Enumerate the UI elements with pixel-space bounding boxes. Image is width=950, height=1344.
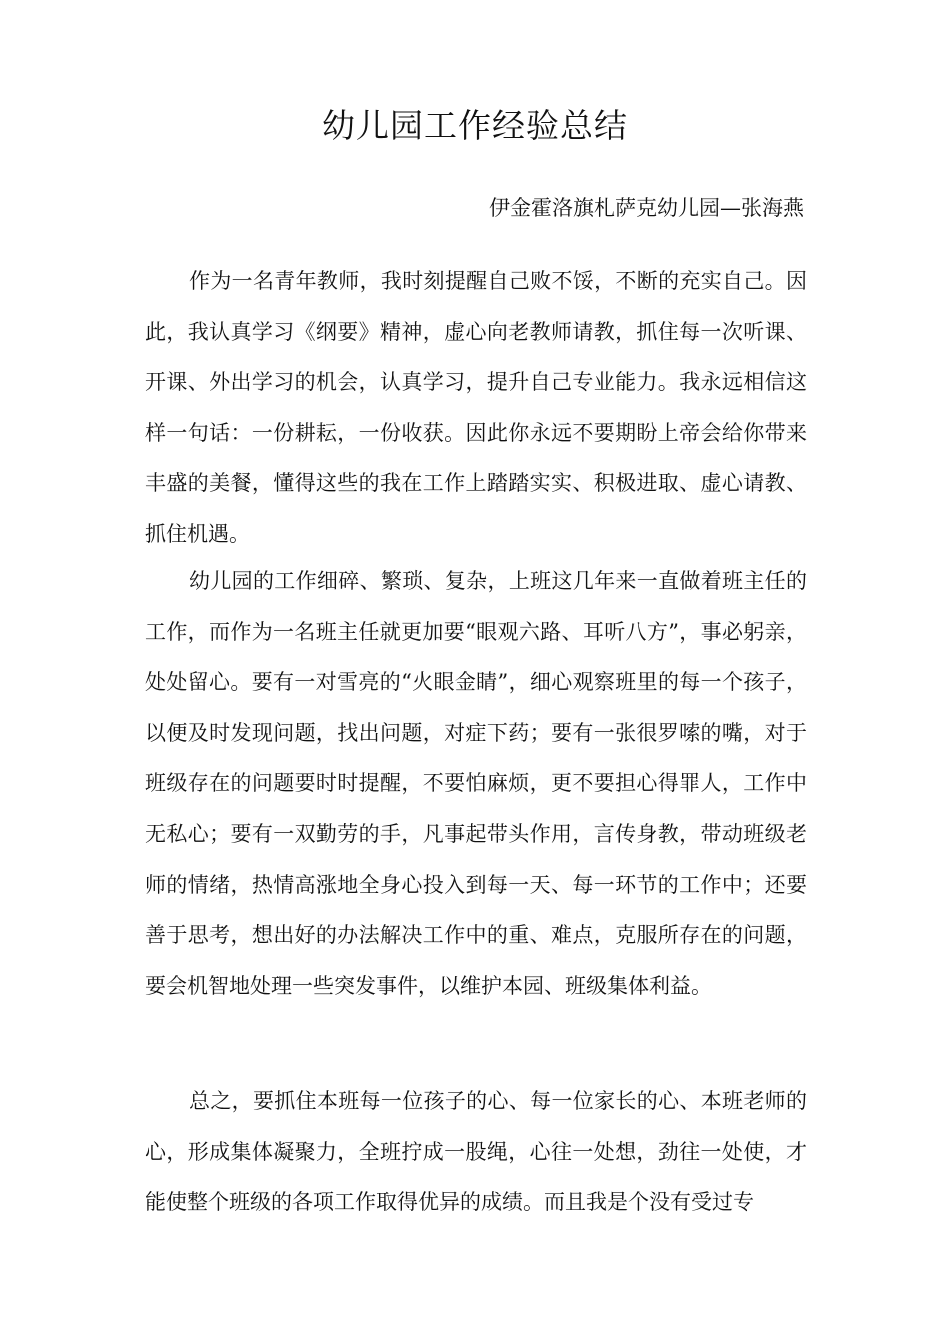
paragraph-1: 作为一名青年教师，我时刻提醒自己败不馁，不断的充实自己。因此，我认真学习《纲要》精神，虚心向老教师请教，抓住每一次听课、开课、外出学习的机会，认真学习，提升自己专业能力。我永远相信这样一句话：一份耕耘，一份收获。因此你永远不要期盼上帝会给你带来丰盛的美餐，懂得这些的我在工作上踏踏实实、积极进取、虚心请教、抓住机遇。 [145,269,807,546]
paragraph-3: 总之，要抓住本班每一位孩子的心、每一位家长的心、本班老师的心，形成集体凝聚力，全班拧成一股绳，心往一处想，劲往一处使，才能使整个班级的各项工作取得优异的成绩。而且我是个没有受过专 [145,1089,807,1215]
document-title: 幼儿园工作经验总结 [322,106,628,145]
paragraph-2: 幼儿园的工作细碎、繁琐、复杂，上班这几年来一直做着班主任的工作，而作为一名班主任就更加要“眼观六路、耳听八方”，事必躬亲，处处留心。要有一对雪亮的“火眼金睛”，细心观察班里的每一个孩子，以便及时发现问题，找出问题，对症下药；要有一张很罗嗦的嘴，对于班级存在的问题要时时提醒，不要怕麻烦，更不要担心得罪人，工作中无私心；要有一双勤劳的手，凡事起带头作用，言传身教，带动班级老师的情绪，热情高涨地全身心投入到每一天、每一环节的工作中；还要善于思考，想出好的办法解决工作中的重、难点，克服所存在的问题，要会机智地处理一些突发事件，以维护本园、班级集体利益。 [145,569,807,998]
author-line: 伊金霍洛旗札萨克幼儿园—张海燕 [489,196,804,220]
